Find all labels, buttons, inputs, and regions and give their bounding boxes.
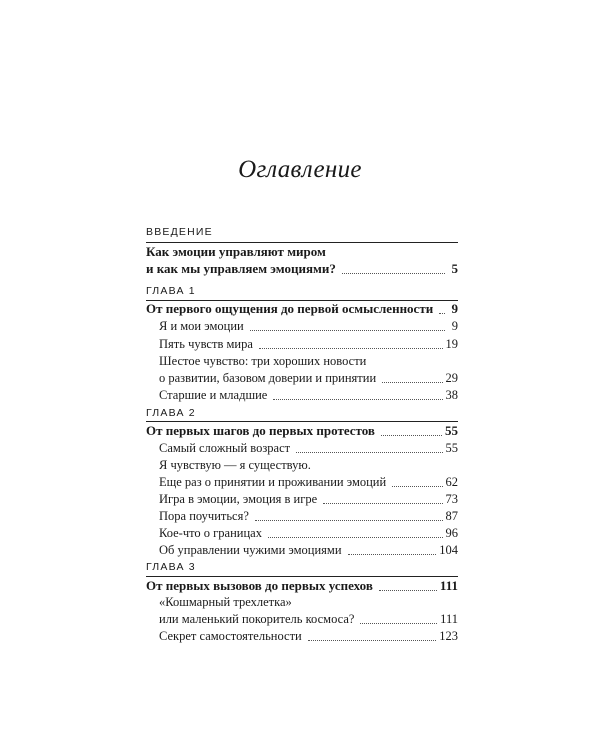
- chapter-2-title[interactable]: [146, 423, 458, 439]
- leader-dots: [381, 435, 442, 436]
- page-number: 9: [451, 319, 458, 333]
- intro-title-text-2: и как мы управляем эмоциями?: [146, 261, 336, 276]
- chapter-3-title[interactable]: [146, 578, 458, 594]
- leader-dots: [379, 590, 437, 591]
- toc-entry[interactable]: [146, 628, 458, 644]
- toc-entry[interactable]: [146, 457, 458, 473]
- toc-entry[interactable]: [146, 353, 458, 369]
- page-number: 87: [445, 509, 458, 523]
- chapter-title-text: От первых вызовов до первых успехов: [146, 578, 373, 593]
- leader-dots: [382, 382, 442, 383]
- toc-entry[interactable]: [146, 474, 458, 490]
- page-number: 104: [439, 543, 458, 557]
- entry-title: Еще раз о принятии и проживании эмоций: [159, 475, 387, 489]
- entry-title: или маленький покоритель космоса?: [159, 612, 355, 626]
- entry-title: о развитии, базовом доверии и принятии: [159, 371, 377, 385]
- leader-dots: [273, 399, 442, 400]
- entry-title: Секрет самостоятельности: [159, 629, 302, 643]
- page-number: 55: [445, 441, 458, 455]
- leader-dots: [360, 623, 437, 624]
- toc-entry[interactable]: [146, 387, 458, 403]
- toc-entry[interactable]: [146, 611, 458, 627]
- toc-entry[interactable]: [146, 440, 458, 456]
- chapter-title-text: От первых шагов до первых протестов: [146, 423, 375, 438]
- entry-title: Самый сложный возраст: [159, 441, 291, 455]
- toc-entry[interactable]: [146, 508, 458, 524]
- toc-entry[interactable]: [146, 594, 458, 610]
- page-number: 62: [445, 475, 458, 489]
- leader-dots: [342, 273, 445, 274]
- intro-title-line1[interactable]: [146, 244, 458, 260]
- entry-title: Об управлении чужими эмоциями: [159, 543, 342, 557]
- leader-dots: [348, 554, 437, 555]
- entry-title: Шестое чувство: три хороших новости: [159, 354, 367, 368]
- page-number: 111: [440, 612, 458, 626]
- chapter-1-label: ГЛАВА 1: [146, 285, 196, 297]
- page-number: 5: [451, 261, 458, 276]
- page-number: 111: [439, 578, 458, 593]
- leader-dots: [268, 537, 443, 538]
- leader-dots: [259, 348, 443, 349]
- toc-entry[interactable]: [146, 318, 458, 334]
- page-number: 96: [445, 526, 458, 540]
- chapter-title-text: От первого ощущения до первой осмысленности: [146, 301, 434, 316]
- leader-dots: [308, 640, 437, 641]
- entry-title: Пора поучиться?: [159, 509, 249, 523]
- toc-entry[interactable]: [146, 542, 458, 558]
- toc-entry[interactable]: [146, 336, 458, 352]
- entry-title: Кое-что о границах: [159, 526, 262, 540]
- chapter-3-rule: [146, 576, 458, 577]
- leader-dots: [250, 330, 445, 331]
- chapter-3-label: ГЛАВА 3: [146, 561, 196, 573]
- page-number: 38: [445, 388, 458, 402]
- intro-title-text-1: Как эмоции управляют миром: [146, 244, 326, 259]
- page-title: Оглавление: [238, 156, 362, 183]
- leader-dots: [323, 503, 442, 504]
- page-number: 19: [445, 337, 458, 351]
- leader-dots: [439, 313, 445, 314]
- entry-title: Пять чувств мира: [159, 337, 253, 351]
- entry-title: Старшие и младшие: [159, 388, 268, 402]
- toc-entry[interactable]: [146, 525, 458, 541]
- page-number: 73: [445, 492, 458, 506]
- page-number: 123: [439, 629, 458, 643]
- chapter-1-title[interactable]: [146, 301, 458, 317]
- entry-title: Я и мои эмоции: [159, 319, 244, 333]
- chapter-2-label: ГЛАВА 2: [146, 407, 196, 419]
- leader-dots: [296, 452, 442, 453]
- leader-dots: [392, 486, 442, 487]
- toc-entry[interactable]: [146, 491, 458, 507]
- page-number: 55: [445, 423, 458, 438]
- entry-title: «Кошмарный трехлетка»: [159, 595, 292, 609]
- intro-rule: [146, 242, 458, 243]
- entry-title: Я чувствую — я существую.: [159, 458, 311, 472]
- page-number: 29: [445, 371, 458, 385]
- chapter-2-rule: [146, 421, 458, 422]
- toc-entry[interactable]: [146, 370, 458, 386]
- entry-title: Игра в эмоции, эмоция в игре: [159, 492, 318, 506]
- intro-label: ВВЕДЕНИЕ: [146, 226, 213, 238]
- intro-title-line2[interactable]: [146, 261, 458, 277]
- leader-dots: [255, 520, 443, 521]
- page-number: 9: [451, 301, 458, 316]
